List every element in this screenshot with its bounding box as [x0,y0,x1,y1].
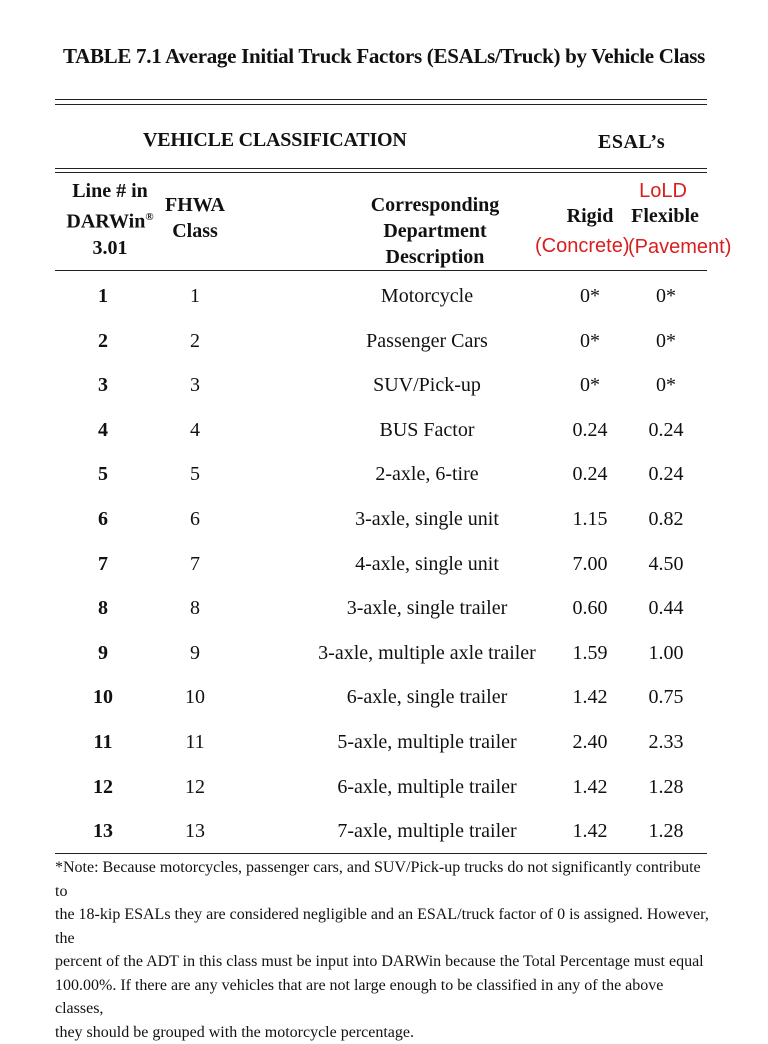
cell-flexible: 0* [631,285,701,308]
col-header-fhwa-2: Class [160,218,230,244]
cell-description: 4-axle, single unit [307,553,547,576]
cell-flexible: 2.33 [631,731,701,754]
cell-fhwa-class: 3 [165,374,225,397]
col-header-flexible: Flexible [628,203,702,229]
header-bottom-rule [55,270,707,271]
cell-line-number: 13 [75,820,131,843]
cell-description: 3-axle, single trailer [307,597,547,620]
cell-rigid: 0.60 [555,597,625,620]
footnote [55,856,715,1044]
cell-line-number: 3 [75,374,131,397]
cell-line-number: 5 [75,463,131,486]
top-double-rule-2 [55,104,707,105]
cell-flexible: 0.44 [631,597,701,620]
table-bottom-rule [55,853,707,854]
cell-flexible: 0.24 [631,463,701,486]
cell-flexible: 0* [631,330,701,353]
cell-flexible: 4.50 [631,553,701,576]
cell-line-number: 4 [75,419,131,442]
footnote-line: *Note: Because motorcycles, passenger cars, and SUV/Pick-up trucks do not significantly contribute to [55,856,715,903]
top-double-rule-1 [55,99,707,100]
cell-flexible: 1.28 [631,776,701,799]
cell-line-number: 2 [75,330,131,353]
cell-fhwa-class: 6 [165,508,225,531]
table-row [55,723,707,763]
annotation-pavement: (Pavement) [628,236,728,259]
footnote-line: the 18-kip ESALs they are considered negligible and an ESAL/truck factor of 0 is assigned. However, the [55,903,715,950]
col-header-line-2: DARWin® [55,204,165,235]
cell-line-number: 1 [75,285,131,308]
footnote-line: percent of the ADT in this class must be input into DARWin because the Total Percentage must equal [55,950,715,974]
table-row [55,634,707,674]
annotation-lold: LoLD [625,180,701,203]
cell-flexible: 0.75 [631,686,701,709]
cell-rigid: 0.24 [555,419,625,442]
cell-line-number: 6 [75,508,131,531]
cell-fhwa-class: 7 [165,553,225,576]
cell-rigid: 0.24 [555,463,625,486]
cell-fhwa-class: 5 [165,463,225,486]
cell-description: BUS Factor [307,419,547,442]
cell-line-number: 9 [75,642,131,665]
header-rule-2 [55,172,707,173]
esals-heading: ESAL’s [598,131,665,154]
footnote-line: 100.00%. If there are any vehicles that are not large enough to be classified in any of the above classes, [55,974,715,1021]
col-header-fhwa-1: FHWA [160,192,230,218]
header-rule-1 [55,168,707,169]
table-row [55,277,707,317]
table-row [55,678,707,718]
col-header-description-1: Corresponding Department [318,192,552,244]
cell-rigid: 0* [555,374,625,397]
cell-rigid: 1.42 [555,686,625,709]
cell-flexible: 1.28 [631,820,701,843]
footnote-line: they should be grouped with the motorcycle percentage. [55,1021,715,1044]
table-row [55,455,707,495]
col-header-fhwa [160,192,230,244]
col-header-description-2: Description [318,244,552,270]
cell-rigid: 1.42 [555,776,625,799]
col-header-line-3: 3.01 [55,235,165,261]
cell-flexible: 0.82 [631,508,701,531]
col-header-rigid: Rigid [559,203,621,229]
cell-description: 6-axle, single trailer [307,686,547,709]
annotation-concrete: (Concrete) [535,235,627,258]
cell-description: SUV/Pick-up [307,374,547,397]
registered-mark: ® [145,211,153,223]
cell-line-number: 10 [75,686,131,709]
cell-fhwa-class: 12 [165,776,225,799]
cell-flexible: 0.24 [631,419,701,442]
cell-line-number: 11 [75,731,131,754]
cell-line-number: 7 [75,553,131,576]
cell-description: 7-axle, multiple trailer [307,820,547,843]
cell-fhwa-class: 10 [165,686,225,709]
cell-fhwa-class: 1 [165,285,225,308]
cell-description: Passenger Cars [307,330,547,353]
cell-fhwa-class: 11 [165,731,225,754]
cell-flexible: 1.00 [631,642,701,665]
cell-description: 3-axle, single unit [307,508,547,531]
cell-description: 6-axle, multiple trailer [307,776,547,799]
cell-description: 5-axle, multiple trailer [307,731,547,754]
cell-rigid: 2.40 [555,731,625,754]
cell-rigid: 7.00 [555,553,625,576]
table-row [55,545,707,585]
cell-description: 3-axle, multiple axle trailer [307,642,547,665]
cell-fhwa-class: 9 [165,642,225,665]
cell-flexible: 0* [631,374,701,397]
table-row [55,411,707,451]
cell-rigid: 0* [555,285,625,308]
cell-fhwa-class: 13 [165,820,225,843]
cell-description: 2-axle, 6-tire [307,463,547,486]
table-row [55,589,707,629]
cell-rigid: 1.59 [555,642,625,665]
cell-fhwa-class: 2 [165,330,225,353]
cell-line-number: 12 [75,776,131,799]
cell-line-number: 8 [75,597,131,620]
table-row [55,500,707,540]
table-row [55,366,707,406]
col-header-line-1: Line # in [55,178,165,204]
cell-fhwa-class: 8 [165,597,225,620]
table-title: TABLE 7.1 Average Initial Truck Factors (ESALs/Truck) by Vehicle Class [0,44,768,69]
table-row [55,812,707,852]
cell-rigid: 1.15 [555,508,625,531]
cell-fhwa-class: 4 [165,419,225,442]
table-row [55,768,707,808]
col-header-description [318,192,552,270]
col-header-line [55,178,165,261]
cell-rigid: 0* [555,330,625,353]
cell-rigid: 1.42 [555,820,625,843]
table-row [55,322,707,362]
vehicle-classification-heading: VEHICLE CLASSIFICATION [143,129,407,152]
cell-description: Motorcycle [307,285,547,308]
